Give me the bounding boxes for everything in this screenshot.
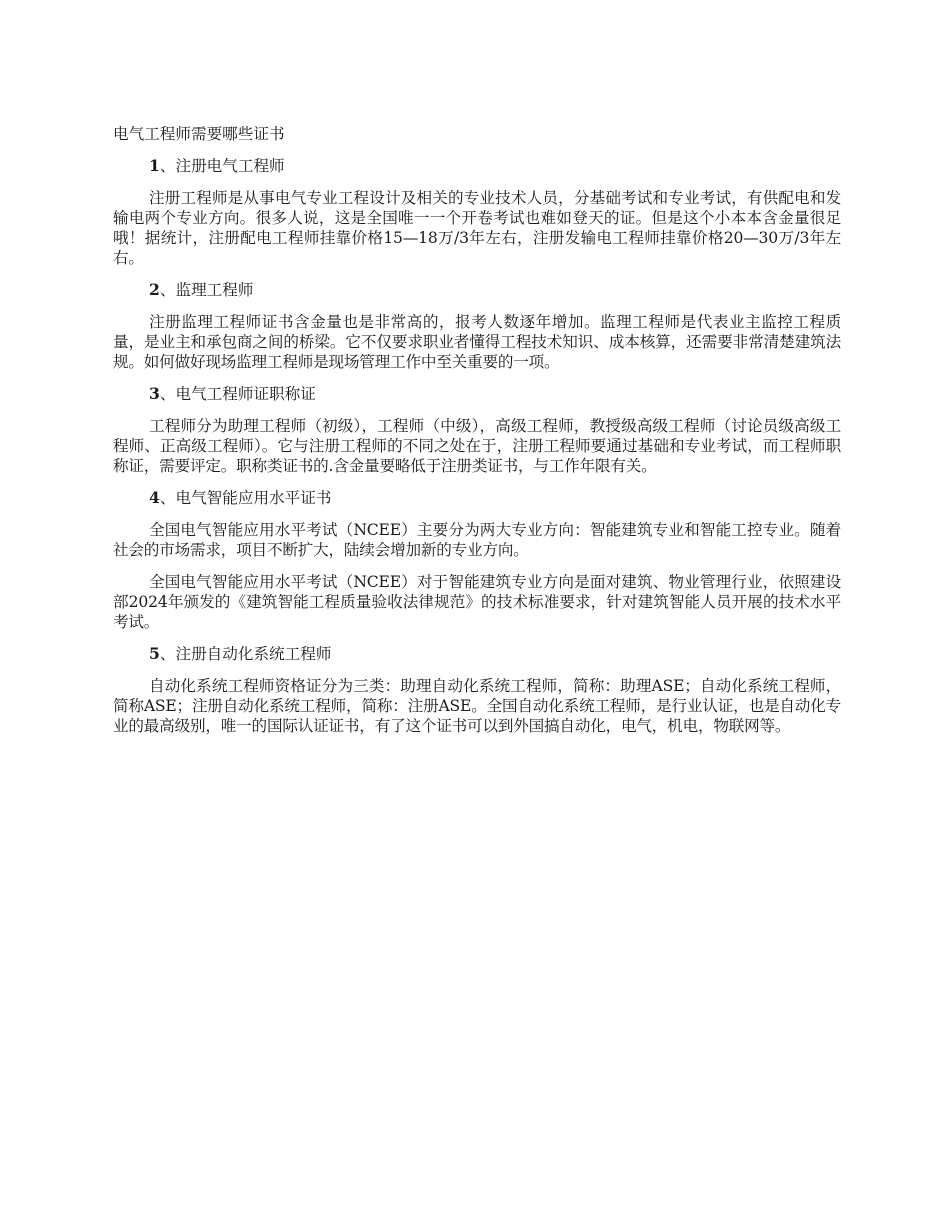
section-separator: 、 <box>159 157 176 175</box>
section-paragraph: 注册监理工程师证书含金量也是非常高的，报考人数逐年增加。监理工程师是代表业主监控工程质量，是业主和承包商之间的桥梁。它不仅要求职业者懂得工程技术知识、成本核算，还需要非常清楚建筑法规。如何做好现场监理工程师是现场管理工作中至关重要的一项。 <box>113 313 841 371</box>
section-number: 1 <box>149 156 160 175</box>
section-title: 监理工程师 <box>175 281 254 299</box>
section-paragraph: 自动化系统工程师资格证分为三类：助理自动化系统工程师，简称：助理ASE；自动化系统工程师，简称ASE；注册自动化系统工程师，简称：注册ASE。全国自动化系统工程师，是行业认证，也是自动化专业的最高级别，唯一的国际认证证书，有了这个证书可以到外国搞自动化，电气，机电，物联网等。 <box>113 677 841 735</box>
section-title: 注册自动化系统工程师 <box>175 645 332 663</box>
section-heading <box>113 384 841 404</box>
section-separator: 、 <box>159 645 176 663</box>
section-heading <box>113 488 841 508</box>
section-paragraph: 工程师分为助理工程师（初级），工程师（中级），高级工程师，教授级高级工程师（讨论员级高级工程师、正高级工程师）。它与注册工程师的不同之处在于，注册工程师要通过基础和专业考试，而工程师职称证，需要评定。职称类证书的.含金量要略低于注册类证书，与工作年限有关。 <box>113 417 841 475</box>
section-paragraph: 全国电气智能应用水平考试（NCEE）对于智能建筑专业方向是面对建筑、物业管理行业，依照建设部2024年颁发的《建筑智能工程质量验收法律规范》的技术标准要求，针对建筑智能人员开展的技术水平考试。 <box>113 573 841 631</box>
section-title: 电气工程师证职称证 <box>175 385 316 403</box>
section-number: 5 <box>149 644 160 663</box>
section-heading <box>113 644 841 664</box>
section-heading <box>113 156 841 176</box>
section-separator: 、 <box>159 489 176 507</box>
section-separator: 、 <box>159 281 176 299</box>
section-number: 4 <box>149 488 160 507</box>
section-title: 电气智能应用水平证书 <box>175 489 332 507</box>
section-number: 3 <box>149 384 160 403</box>
document-page <box>113 124 841 748</box>
section-heading <box>113 280 841 300</box>
section-paragraph: 注册工程师是从事电气专业工程设计及相关的专业技术人员，分基础考试和专业考试，有供配电和发输电两个专业方向。很多人说，这是全国唯一一个开卷考试也难如登天的证。但是这个小本本含金量很足哦！据统计，注册配电工程师挂靠价格15—18万/3年左右，注册发输电工程师挂靠价格20—30万/3年左右。 <box>113 189 841 267</box>
section-title: 注册电气工程师 <box>175 157 285 175</box>
document-title: 电气工程师需要哪些证书 <box>113 125 285 143</box>
section-separator: 、 <box>159 385 176 403</box>
section-paragraph: 全国电气智能应用水平考试（NCEE）主要分为两大专业方向：智能建筑专业和智能工控专业。随着社会的市场需求，项目不断扩大，陆续会增加新的专业方向。 <box>113 521 841 559</box>
section-number: 2 <box>149 280 160 299</box>
